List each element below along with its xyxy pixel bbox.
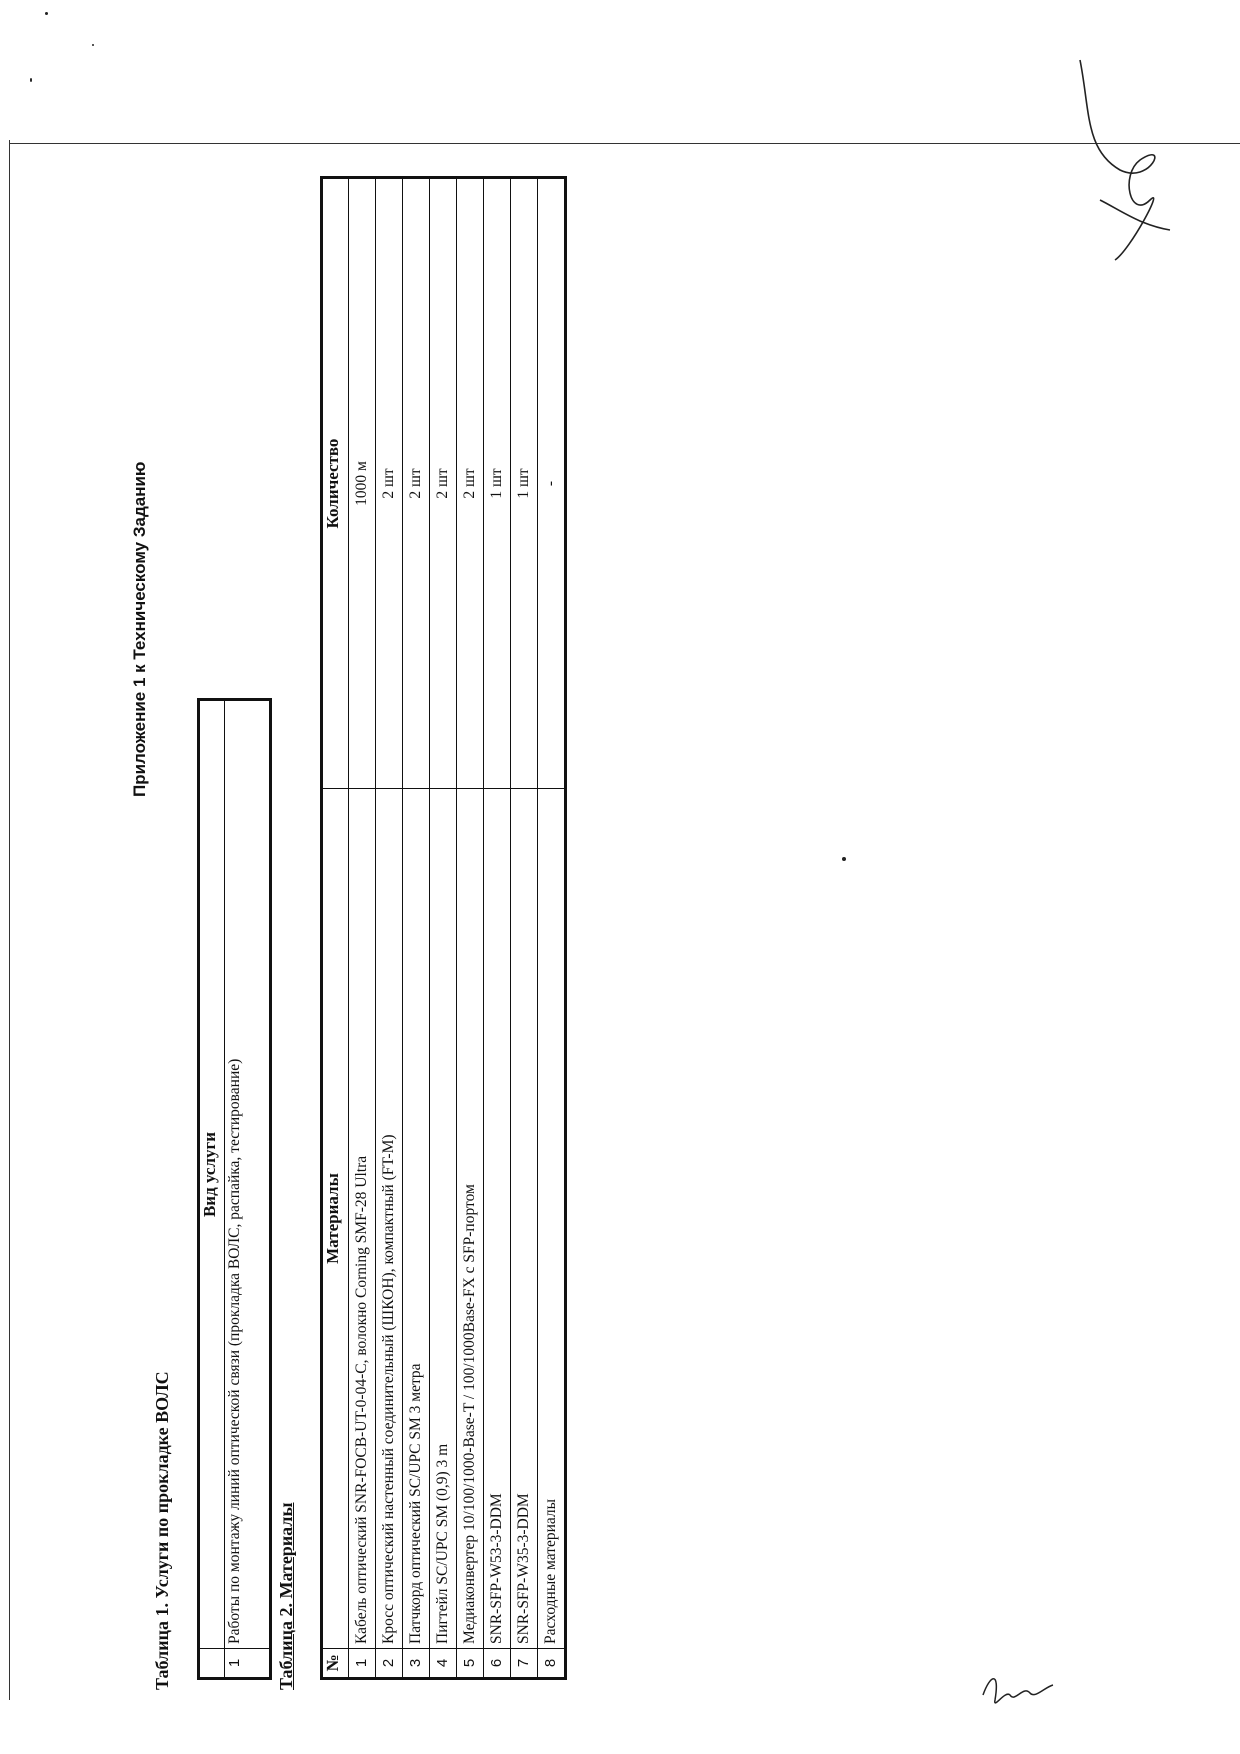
scan-speck bbox=[92, 44, 94, 46]
table-row bbox=[403, 178, 430, 1679]
material-quantity: 2 шт bbox=[403, 178, 430, 789]
service-description: Работы по монтажу линий оптической связи (прокладка ВОЛС, распайка, тестирование) bbox=[225, 700, 271, 1649]
table-row bbox=[376, 178, 403, 1679]
row-number: 3 bbox=[403, 1649, 430, 1679]
table-row bbox=[484, 178, 511, 1679]
table-row bbox=[538, 178, 566, 1679]
materials-table bbox=[320, 176, 567, 1680]
column-header-quantity: Количество bbox=[322, 178, 349, 789]
signature-mark bbox=[1060, 50, 1190, 270]
rotated-content bbox=[130, 90, 630, 1750]
material-name: Кросс оптический настенный соединительный (ШКОН), компактный (FT-M) bbox=[376, 789, 403, 1649]
initials-mark bbox=[975, 1665, 1055, 1715]
row-number: 1 bbox=[349, 1649, 376, 1679]
table-row bbox=[349, 178, 376, 1679]
table-row bbox=[225, 700, 271, 1679]
table1-caption: Таблица 1. Услуги по прокладке ВОЛС bbox=[152, 1371, 172, 1690]
column-header-number bbox=[199, 1649, 225, 1679]
column-header-service: Вид услуги bbox=[199, 700, 225, 1649]
column-header-material: Материалы bbox=[322, 789, 349, 1649]
services-table bbox=[197, 698, 272, 1680]
material-quantity: 1000 м bbox=[349, 178, 376, 789]
scan-border-vertical bbox=[9, 140, 10, 1700]
material-quantity: 2 шт bbox=[376, 178, 403, 789]
scan-speck bbox=[842, 857, 846, 861]
material-quantity: 2 шт bbox=[457, 178, 484, 789]
material-quantity: 1 шт bbox=[484, 178, 511, 789]
row-number: 2 bbox=[376, 1649, 403, 1679]
material-quantity: 2 шт bbox=[430, 178, 457, 789]
scan-speck bbox=[45, 12, 48, 15]
row-number: 7 bbox=[511, 1649, 538, 1679]
scan-speck bbox=[30, 78, 32, 82]
row-number: 6 bbox=[484, 1649, 511, 1679]
material-name: Медиаконвертер 10/100/1000-Base-T / 100/1000Base-FX с SFP-портом bbox=[457, 789, 484, 1649]
row-number: 8 bbox=[538, 1649, 566, 1679]
row-number: 1 bbox=[225, 1649, 271, 1679]
appendix-title: Приложение 1 к Техническому Заданию bbox=[130, 461, 149, 797]
table-header-row bbox=[322, 178, 349, 1679]
table-row bbox=[457, 178, 484, 1679]
table2-caption: Таблица 2. Материалы bbox=[276, 1502, 296, 1690]
row-number: 5 bbox=[457, 1649, 484, 1679]
material-quantity: 1 шт bbox=[511, 178, 538, 789]
table-header-row bbox=[199, 700, 225, 1679]
material-name: SNR-SFP-W53-3-DDM bbox=[484, 789, 511, 1649]
material-name: Пигтейл SC/UPC SM (0,9) 3 m bbox=[430, 789, 457, 1649]
material-name: SNR-SFP-W35-3-DDM bbox=[511, 789, 538, 1649]
column-header-number: № bbox=[322, 1649, 349, 1679]
table-row bbox=[511, 178, 538, 1679]
row-number: 4 bbox=[430, 1649, 457, 1679]
table-row bbox=[430, 178, 457, 1679]
material-name: Патчкорд оптический SC/UPC SM 3 метра bbox=[403, 789, 430, 1649]
material-name: Кабель оптический SNR-FOCB-UT-0-04-C, волокно Corning SMF-28 Ultra bbox=[349, 789, 376, 1649]
material-name: Расходные материалы bbox=[538, 789, 566, 1649]
material-quantity: - bbox=[538, 178, 566, 789]
